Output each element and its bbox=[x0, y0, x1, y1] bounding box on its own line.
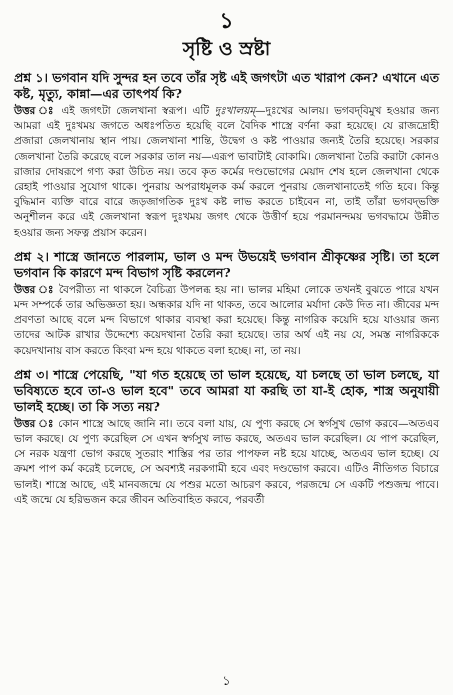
question-2: প্রশ্ন ২। শাস্ত্রে জানতে পারলাম, ভাল ও মন্দ উভয়েই ভগবান শ্রীকৃষ্ণের সৃষ্টি। তা হলে ভগবান কি কারণে মন্দ বিভাগ সৃষ্টি করলেন? bbox=[14, 248, 439, 280]
chapter-title: সৃষ্টি ও স্রষ্টা bbox=[182, 38, 271, 60]
answer-label: উত্তর ঃ bbox=[14, 105, 56, 117]
question-3: প্রশ্ন ৩। শাস্ত্রে পেয়েছি, "যা গত হয়েছে তা ভাল হয়েছে, যা চলছে তা ভাল চলছে, যা ভবিষ্যতে হবে তা-ও ভাল হবে" তবে আমরা যা করছি তা যা-ই হোক, শাস্ত্র অনুযায়ী ভালই হচ্ছে। তা কি সত্য নয়? bbox=[14, 366, 439, 414]
answer-emphasis: দুঃখালয়ম্ bbox=[214, 105, 256, 117]
answer-2 bbox=[14, 283, 439, 359]
answer-1 bbox=[14, 104, 439, 241]
answer-3 bbox=[14, 417, 439, 508]
chapter-number: ১ bbox=[219, 8, 234, 34]
answer-text: বৈপরীত্য না থাকলে বৈচিত্র্য উপলব্ধ হয় না। ভালর মহিমা লোকে তখনই বুঝতে পারে যখন মন্দ সম্পর্কে তার অভিজ্ঞতা হয়। অন্ধকার যদি না থাকত, তবে আলোর মর্যাদা কেউ দিত না। জীবের মন্দ প্রবণতা আছে বলে মন্দ বিভাগে থাকার ব্যবস্থা করা হয়েছে। কিন্তু নাগরিক কয়েদি হয়ে যাওয়ার জন্য তাদের আটক রাখার উদ্দেশ্যে কয়েদখানা তৈরি করা হয়েছে। তার অর্থ এই নয় যে, সমস্ত নাগরিককে কয়েদখানায় বাস করতে কিংবা মন্দ হয়ে থাকতে বলা হচ্ছে। না, তা নয়। bbox=[14, 283, 439, 357]
answer-label: উত্তর ঃ bbox=[14, 417, 55, 430]
answer-label: উত্তর ঃ bbox=[14, 283, 55, 296]
question-1: প্রশ্ন ১। ভগবান যদি সুন্দর হন তবে তাঁর সৃষ্ট এই জগৎটা এত খারাপ কেন? এখানে এত কষ্ট, মৃত্যু, কান্না—এর তাৎপর্য কি? bbox=[14, 70, 439, 101]
answer-text: কোন শাস্ত্রে আছে জানি না। তবে বলা যায়, যে পুণ্য করছে সে স্বর্গসুখ ভোগ করবে—অতএব ভাল করছে। যে পুণ্য করেছিল সে এখন স্বর্গসুখ লাভ করছে, অতএব ভাল করেছিল। যে পাপ করেছিল, সে নরক যন্ত্রণা ভোগ করছে সুতরাং শাস্তির পর তার পাপফল নষ্ট হয়ে যাচ্ছে, অতএব ভাল হচ্ছে। যে ক্রমশ পাপ কর্ম করেই চলেছে, সে অবশ্যই নরকগামী হবে এবং দণ্ডভোগ করবে। এটিও নীতিগত বিচারে ভালই। শাস্ত্রে আছে, এই মানবজন্মে যে পশুর মতো আচরণ করবে, পরজন্মে সে একটি পশুজন্ম পাবে। এই জন্মে যে হরিভজন করে জীবন অতিবাহিত করবে, পরবর্তী bbox=[14, 417, 439, 506]
page-number: ১ bbox=[222, 674, 231, 689]
answer-text: —দুঃখের আলয়। ভগবদ্‌বিমুখ হওয়ার জন্য আমরা এই দুঃখময় জগতে অধঃপতিত হয়েছি বলে বৈদিক শাস্ত্রে বর্ণনা করা হয়েছে। যে রাজদ্রোহী প্রজারা জেলখানায় স্থান পায়। জেলখানা শান্তি, উদ্বেগ ও কষ্ট পাওয়ার জন্যই তৈরি হয়েছে। সরকার জেলখানা তৈরি করেছে বলে সরকার তাল নয়—এরূপ ভাবাটাই বোকামি। জেলখানা তৈরি করাটা কোনও রাজার দোষরূপে গণ্য করা উচিত নয়। তবে কৃত কর্মের দণ্ডভোগের মেয়াদ শেষ হলে জেলখানা থেকে রেহাই পাওয়ার সুযোগ থাকে। পুনরায় অপরাধমূলক কর্ম করলে পুনরায় জেলখানাতেই গতি হবে। কিন্তু বুদ্ধিমান ব্যক্তি বারে বারে জড়জাগতিক দুঃখ কষ্ট লাভ করতে চাইবেন না, তাই তাঁরা ভগবদ্‌ভক্তি অনুশীলন করে এই জেলখানা স্বরূপ দুঃখময় জগৎ থেকে উত্তীর্ণ হয়ে পরমানন্দময় ভগবদ্ধামে উন্নীত হওয়ার জন্য সফত্ন প্রয়াস করেন। bbox=[14, 105, 440, 239]
answer-text: এই জগৎটা জেলখানা স্বরূপ। এটি bbox=[55, 105, 215, 117]
